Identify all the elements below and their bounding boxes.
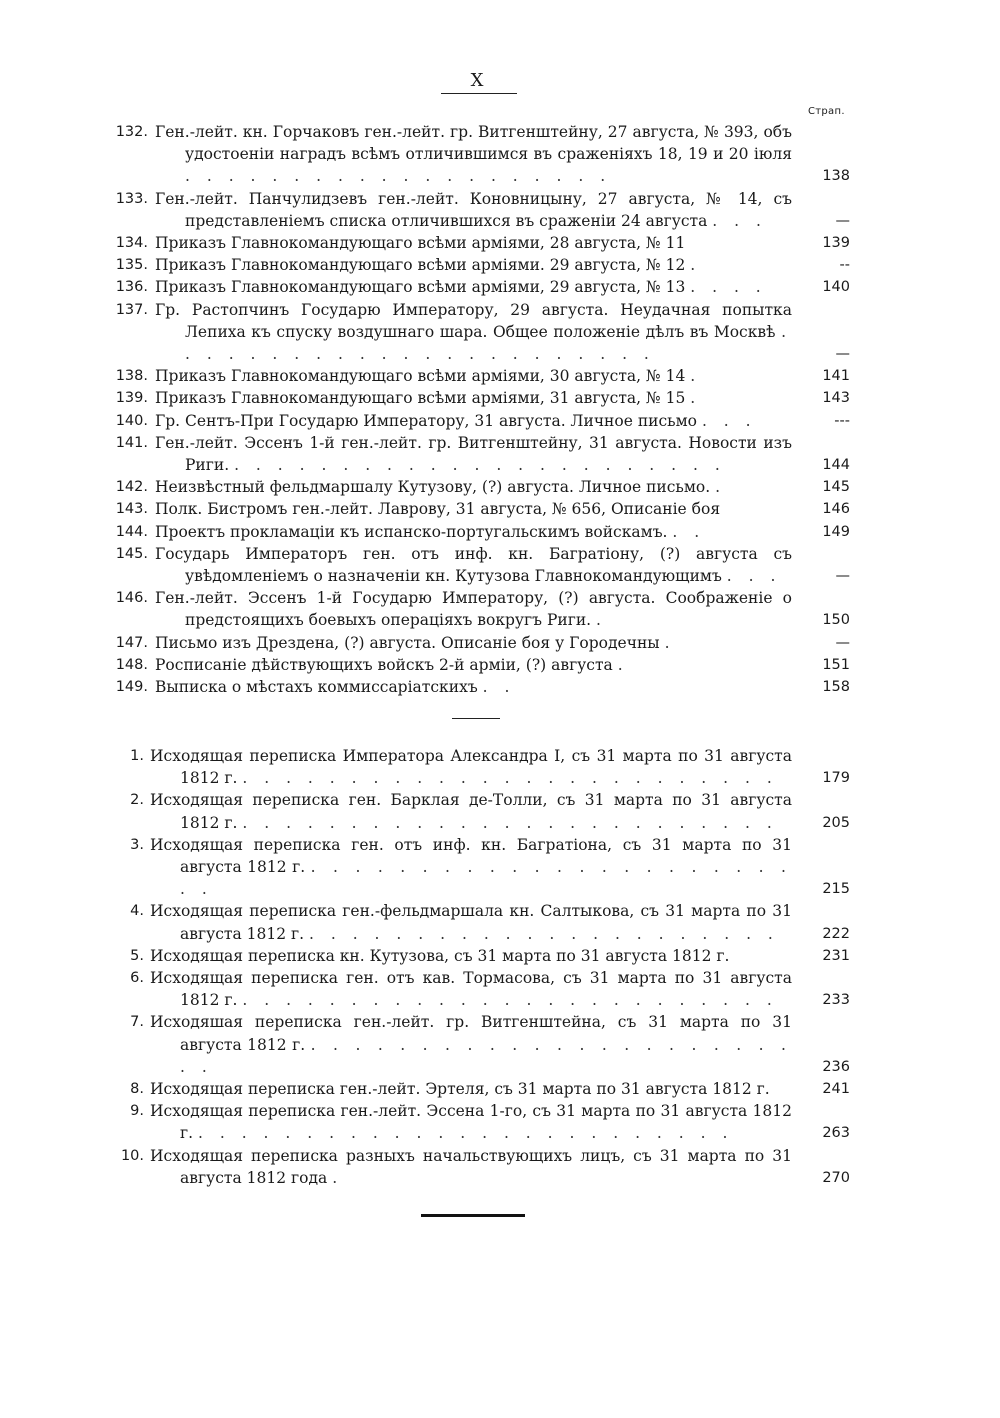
toc-entry [108, 676, 850, 698]
toc-entry-number: 144. [115, 523, 148, 540]
toc-entry-body [155, 476, 792, 498]
toc-entry-number: 1. [130, 748, 144, 764]
toc-entry-page: 241 [822, 1081, 850, 1098]
toc-entry-leader-dots: . [690, 367, 702, 386]
toc-entry-leader-dots: . . . [712, 211, 767, 230]
toc-entry-title: Ген.-лейт. Эссенъ 1-й Государю Императору, (?) августа. Соображеніе о предстоящихъ боевыхъ операціяхъ вокругъ Риги. [155, 589, 792, 630]
toc-entry-body [150, 945, 792, 967]
toc-entry-page: 143 [822, 390, 850, 407]
toc-entry-number: 136. [115, 279, 148, 296]
toc-entry-title: Исходяшая переписка ген.-лейт. гр. Витгенштейна, съ 31 марта по 31 августа 1812 г. [150, 1013, 792, 1054]
toc-entry-body [150, 900, 792, 944]
toc-entry-body [150, 1078, 792, 1100]
toc-entry [108, 410, 850, 432]
toc-entry-title: Приказъ Главнокомандующаго всѣми арміями, 31 августа, № 15 [155, 389, 686, 408]
toc-entry-page: 141 [822, 368, 850, 385]
toc-entry-title: Выписка о мѣстахъ коммиссаріатскихъ [155, 678, 478, 697]
toc-entry-number: 4. [130, 903, 144, 920]
toc-entry-body [150, 1011, 792, 1078]
toc-entry [108, 745, 850, 789]
toc-entry-leader-dots: . [715, 478, 727, 497]
toc-entry-title: Исходящая переписка ген.-лейт. Эссена 1-го, съ 31 марта по 31 августа 1812 г. [150, 1102, 792, 1143]
toc-entry-body [150, 834, 792, 901]
toc-entry [108, 121, 850, 188]
toc-entry [108, 299, 850, 366]
toc-entry-page: — [835, 568, 850, 585]
toc-entry-number: 135. [115, 257, 148, 274]
toc-entry-page: 140 [822, 279, 850, 296]
toc-entry-page: 179 [822, 770, 850, 787]
toc-entry-leader-dots: . [617, 655, 629, 674]
toc-entry-body [155, 632, 792, 654]
toc-entry-leader-dots: . [690, 389, 702, 408]
toc-entry-leader-dots: . . . . . . . . . . . . . . . . . . . . . . . . . [198, 1124, 734, 1143]
toc-entry-body [155, 232, 792, 254]
toc-entry-number: 138. [115, 368, 148, 385]
toc-entry-page: 263 [822, 1125, 850, 1142]
toc-entry-leader-dots: . . . . . . . . . . . . . . . . . . . . . . . . . [242, 769, 778, 788]
toc-entry-number: 7. [130, 1014, 144, 1031]
toc-entry-leader-dots: . . . . . . . . . . . . . . . . . . . . . . . [185, 322, 792, 364]
toc-entry-title: Исходящая переписка ген. Барклая де-Толли, съ 31 марта по 31 августа 1812 г. [150, 791, 792, 832]
toc-entry-number: 133. [115, 190, 148, 207]
toc-entry-leader-dots: . . . . . . . . . . . . . . . . . . . . . . . . [180, 858, 792, 899]
toc-entry-leader-dots: . . . . . . . . . . . . . . . . . . . . . . . . . [242, 991, 778, 1010]
toc-entry-title: Проектъ прокламаціи къ испанско-португальскимъ войскамъ. [155, 522, 668, 541]
toc-entry-title: Гр. Растопчинъ Государю Императору, 29 августа. Неудачная попытка Лепиха къ спуску воздушнаго шара. Общее положеніе дѣлъ въ Москвѣ [155, 300, 792, 341]
toc-entry [108, 254, 850, 276]
toc-entry-page: 138 [822, 168, 850, 185]
toc-entry-page: 144 [822, 457, 850, 474]
toc-entry-number: 149. [115, 679, 148, 696]
toc-entry-body [155, 521, 792, 543]
toc-entry-body [155, 543, 792, 587]
toc-entry-leader-dots: . . . . [690, 278, 767, 297]
toc-entry-page: 215 [822, 881, 850, 898]
toc-entry-page: 270 [822, 1169, 850, 1186]
toc-entry-number: 134. [115, 235, 148, 252]
toc-entry-number: 137. [115, 301, 148, 318]
toc-entry-title: Исходящая переписка кн. Кутузова, съ 31 марта по 31 августа 1812 г. [150, 946, 730, 965]
toc-entry-number: 3. [130, 836, 144, 853]
toc-entry-leader-dots: . . . . . . . . . . . . . . . . . . . . [185, 167, 612, 186]
toc-entry-number: 2. [130, 792, 144, 809]
toc-entry [108, 387, 850, 409]
toc-entry [108, 632, 850, 654]
toc-entry-page: 145 [822, 479, 850, 496]
toc-entry-leader-dots: . . . . . . . . . . . . . . . . . . . . . . [309, 924, 779, 943]
toc-entry-body [155, 498, 792, 520]
toc-entry-body [155, 410, 792, 432]
toc-entry-page: 149 [822, 523, 850, 540]
toc-entry-page: -- [839, 257, 850, 274]
toc-entry-page: 151 [822, 656, 850, 673]
toc-entry-body [150, 745, 792, 789]
toc-entry-leader-dots: . . . . . . . . . . . . . . . . . . . . . . . . [180, 1035, 792, 1076]
toc-entry-page: — [835, 212, 850, 229]
toc-entry-body [155, 121, 792, 188]
toc-entry-title: Исходящая переписка разныхъ начальствующихъ лицъ, съ 31 марта по 31 августа 1812 года [150, 1146, 792, 1187]
toc-entry [108, 1100, 850, 1144]
toc-entry [108, 365, 850, 387]
toc-entry-number: 141. [115, 434, 148, 451]
toc-entry-title: Исходящая переписка ген.-фельдмаршала кн. Салтыкова, съ 31 марта по 31 августа 1812 г. [150, 902, 792, 943]
toc-entry-page: 231 [822, 947, 850, 964]
toc-entry [108, 498, 850, 520]
toc-entry-body [155, 299, 792, 366]
toc-entry-number: 140. [115, 412, 148, 429]
toc-entry-title: Ген.-лейт. Панчулидзевъ ген.-лейт. Коновницыну, 27 августа, № 14, съ представленіемъ списка отличившихся въ сраженіи 24 августа [155, 189, 792, 230]
toc-entry-leader-dots: . . . [701, 411, 757, 430]
toc-entry-page: 236 [822, 1058, 850, 1075]
header-rule [441, 93, 517, 94]
toc-entry-number: 9. [130, 1103, 144, 1120]
toc-entry-number: 5. [130, 947, 144, 964]
section-separator [452, 718, 500, 719]
toc-entry [108, 654, 850, 676]
toc-entry-page: 139 [822, 235, 850, 252]
toc-entry-body [155, 387, 792, 409]
toc-entry-leader-dots: . . . . . . . . . . . . . . . . . . . . . . . [234, 456, 726, 475]
toc-entry-number: 10. [120, 1147, 144, 1164]
toc-entry-page: 205 [822, 814, 850, 831]
toc-entry [108, 188, 850, 232]
toc-entry [108, 1078, 850, 1100]
toc-entry-page: 146 [822, 501, 850, 518]
toc-entry [108, 789, 850, 833]
toc-entry-title: Исходящая переписка ген.-лейт. Эртеля, съ 31 марта по 31 августа 1812 г. [150, 1080, 770, 1099]
page-number: X [470, 70, 485, 91]
toc-entry-number: 143. [115, 501, 148, 518]
toc-entry-leader-dots: . . [482, 678, 516, 697]
toc-entry-page: — [835, 346, 850, 363]
toc-entry-number: 132. [115, 124, 148, 140]
toc-entry-leader-dots: . . . [726, 567, 782, 586]
toc-entry-number: 142. [115, 479, 148, 496]
toc-entry-body [155, 254, 792, 276]
toc-entry-leader-dots: . [690, 256, 702, 275]
toc-entry-body [155, 276, 792, 298]
toc-section-documents [108, 121, 850, 698]
toc-entry-body [150, 967, 792, 1011]
toc-entry-body [150, 1100, 792, 1144]
toc-entry-body [155, 188, 792, 232]
toc-entry-number: 8. [130, 1081, 144, 1098]
toc-entry [108, 232, 850, 254]
toc-entry-leader-dots: . [332, 1168, 344, 1187]
page-column-header: Страп. [808, 106, 845, 117]
toc-entry-body [155, 676, 792, 698]
page-end-rule [421, 1214, 525, 1217]
toc-entry-title: Гр. Сентъ-При Государю Императору, 31 августа. Личное письмо [155, 411, 697, 430]
toc-entry-title: Приказъ Главнокомандующаго всѣми арміями, 29 августа, № 13 [155, 278, 686, 297]
toc-entry-leader-dots: . . [672, 522, 706, 541]
toc-entry-title: Исходящая переписка Императора Александра I, съ 31 марта по 31 августа 1812 г. [150, 747, 792, 788]
toc-entry-body [155, 365, 792, 387]
toc-entry-number: 148. [115, 656, 148, 673]
toc-entry-page: 233 [822, 992, 850, 1009]
toc-entry-body [155, 587, 792, 631]
toc-entry-leader-dots: . [664, 633, 676, 652]
toc-entry [108, 945, 850, 967]
toc-entry [108, 521, 850, 543]
toc-entry-title: Неизвѣстный фельдмаршалу Кутузову, (?) августа. Личное письмо. [155, 478, 711, 497]
toc-section-correspondence [108, 745, 850, 1189]
toc-entry-title: Исходящая переписка ген. отъ инф. кн. Багратіона, съ 31 марта по 31 августа 1812 г. [150, 835, 792, 877]
toc-entry-title: Приказъ Главнокомандующаго всѣми арміями, 28 августа, № 11 [155, 234, 686, 253]
toc-entry-body [150, 1145, 792, 1189]
toc-entry-body [150, 789, 792, 833]
toc-entry-title: Ген.-лейт. Эссенъ 1-й ген.-лейт. гр. Витгенштейну, 31 августа. Новости изъ Риги. [155, 433, 792, 475]
toc-entry-number: 145. [115, 545, 148, 562]
toc-entry-title: Ген.-лейт. кн. Горчаковъ ген.-лейт. гр. Витгенштейну, 27 августа, № 393, объ удостоеніи наградъ всѣмъ отличившимся въ сраженіяхъ 18, 19 и 20 іюля [155, 123, 792, 164]
toc-entry-page: 150 [822, 612, 850, 629]
toc-entry-number: 146. [115, 590, 148, 607]
toc-entry-page: — [835, 634, 850, 651]
toc-entry-leader-dots: . [596, 611, 607, 630]
toc-entry [108, 834, 850, 901]
toc-entry [108, 476, 850, 498]
toc-entry [108, 276, 850, 298]
toc-entry-title: Исходящая переписка ген. отъ кав. Тормасова, съ 31 марта по 31 августа 1812 г. [150, 969, 792, 1010]
toc-entry [108, 1145, 850, 1189]
toc-entry-page: 158 [822, 679, 850, 696]
toc-entry-body [155, 432, 792, 476]
toc-entry [108, 967, 850, 1011]
toc-entry [108, 900, 850, 944]
toc-entry-title: Росписаніе дѣйствующихъ войскъ 2-й арміи, (?) августа [155, 655, 613, 674]
toc-entry [108, 587, 850, 631]
toc-entry-title: Письмо изъ Дрездена, (?) августа. Описаніе боя у Городечны [155, 633, 660, 652]
toc-entry-number: 139. [115, 390, 148, 407]
toc-entry [108, 543, 850, 587]
toc-entry-page: 222 [822, 925, 850, 942]
toc-entry [108, 1011, 850, 1078]
toc-entry-page: --- [834, 412, 850, 429]
toc-entry-title: Приказъ Главнокомандующаго всѣми арміями. 29 августа, № 12 [155, 256, 686, 275]
toc-entry-title: Полк. Бистромъ ген.-лейт. Лаврову, 31 августа, № 656, Описаніе боя [155, 500, 721, 519]
toc-entry-leader-dots: . . . . . . . . . . . . . . . . . . . . . . . . . [242, 813, 778, 832]
toc-entry-body [155, 654, 792, 676]
toc-entry [108, 432, 850, 476]
toc-entry-number: 147. [115, 634, 148, 651]
toc-entry-title: Государь Императоръ ген. отъ инф. кн. Багратіону, (?) августа съ увѣдомленіемъ о назначеніи кн. Кутузова Главнокомандующимъ [155, 544, 792, 586]
toc-entry-title: Приказъ Главнокомандующаго всѣми арміями, 30 августа, № 14 [155, 367, 686, 386]
toc-entry-number: 6. [130, 970, 144, 987]
